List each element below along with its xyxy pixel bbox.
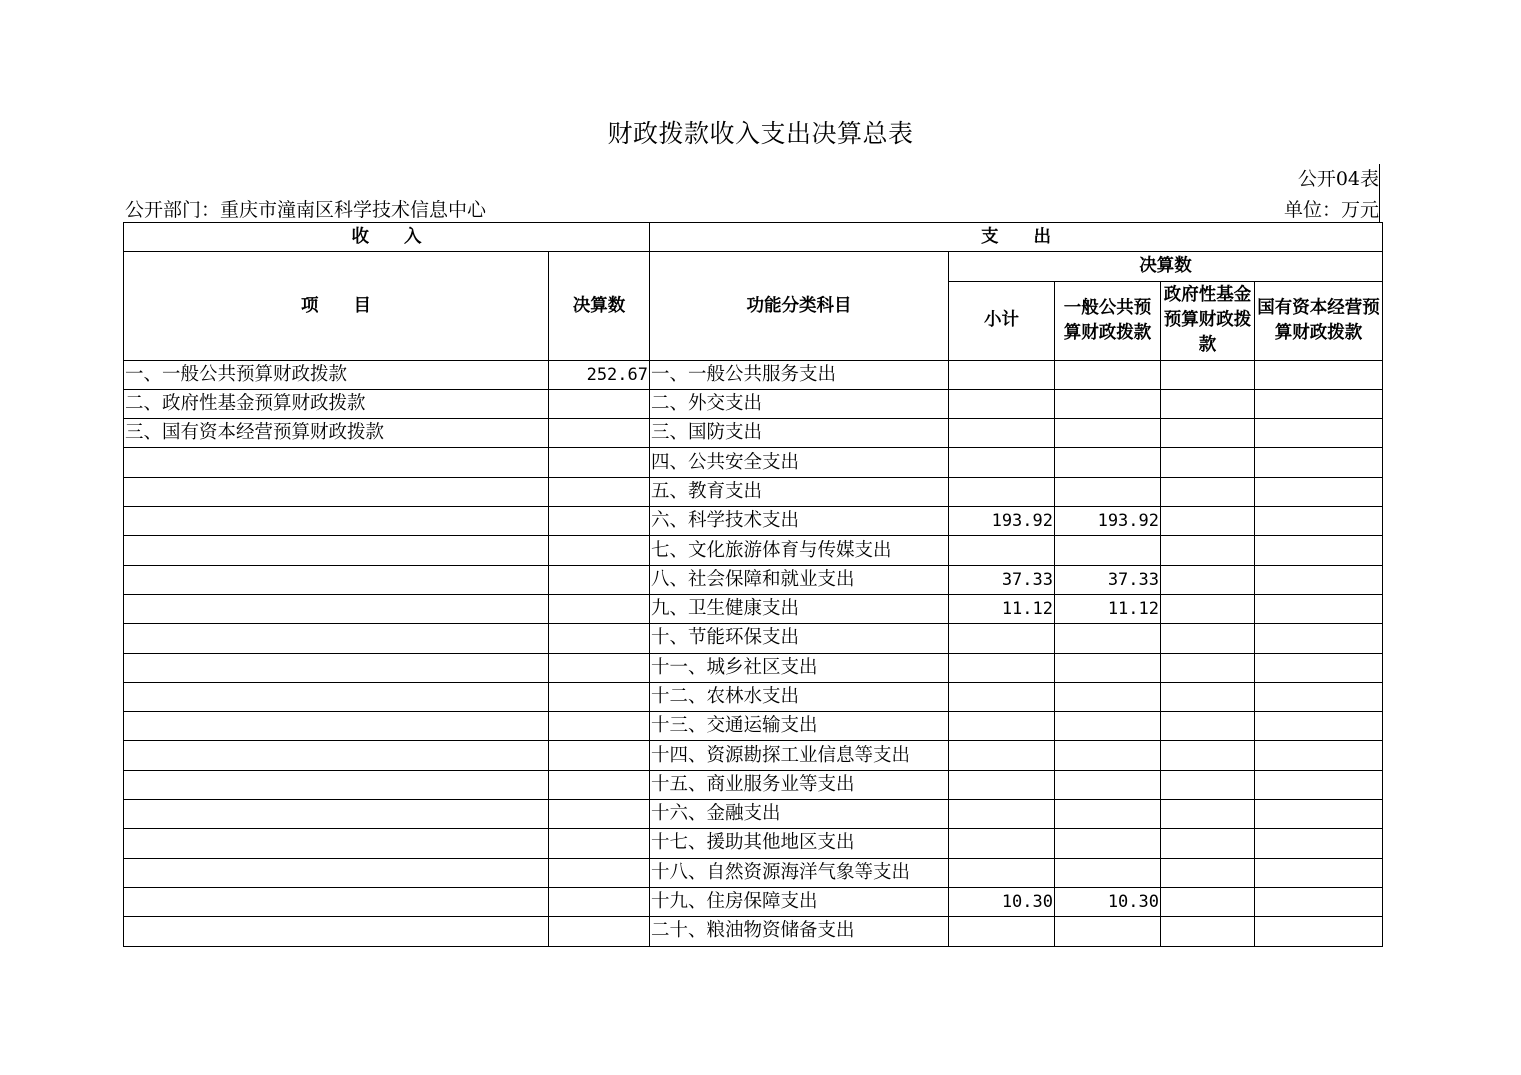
gov-fund-header: 政府性基金预算财政拨款: [1161, 281, 1255, 360]
function-category-cell: 七、文化旅游体育与传媒支出: [650, 536, 949, 565]
form-number-divider: [1379, 164, 1380, 222]
income-amount-cell: [549, 682, 650, 711]
state-capital-cell: [1255, 536, 1383, 565]
income-item-cell: [124, 712, 549, 741]
income-item-cell: [124, 653, 549, 682]
income-item-cell: [124, 829, 549, 858]
general-budget-cell: [1055, 536, 1161, 565]
gov-fund-cell: [1161, 565, 1255, 594]
state-capital-cell: [1255, 389, 1383, 418]
subtotal-cell: [949, 419, 1055, 448]
gov-fund-cell: [1161, 594, 1255, 623]
income-amount-cell: [549, 448, 650, 477]
table-row: [124, 917, 1383, 946]
state-capital-cell: [1255, 360, 1383, 389]
department-label: 公开部门：重庆市潼南区科学技术信息中心: [125, 199, 487, 221]
function-category-cell: 十二、农林水支出: [650, 682, 949, 711]
subtotal-cell: [949, 800, 1055, 829]
general-budget-header: 一般公共预算财政拨款: [1055, 281, 1161, 360]
gov-fund-cell: [1161, 800, 1255, 829]
gov-fund-cell: [1161, 770, 1255, 799]
table-row: [124, 741, 1383, 770]
income-amount-cell: [549, 858, 650, 887]
gov-fund-cell: [1161, 477, 1255, 506]
subtotal-cell: [949, 536, 1055, 565]
general-budget-cell: 10.30: [1055, 887, 1161, 916]
function-category-cell: 一、一般公共服务支出: [650, 360, 949, 389]
general-budget-cell: [1055, 917, 1161, 946]
income-amount-cell: [549, 770, 650, 799]
gov-fund-cell: [1161, 712, 1255, 741]
subtotal-cell: 37.33: [949, 565, 1055, 594]
function-category-cell: 十六、金融支出: [650, 800, 949, 829]
function-category-cell: 三、国防支出: [650, 419, 949, 448]
gov-fund-cell: [1161, 360, 1255, 389]
income-amount-cell: [549, 829, 650, 858]
gov-fund-cell: [1161, 917, 1255, 946]
page-title: 财政拨款收入支出决算总表: [607, 119, 914, 148]
income-amount-cell: [549, 594, 650, 623]
general-budget-cell: [1055, 477, 1161, 506]
general-budget-cell: 11.12: [1055, 594, 1161, 623]
state-capital-cell: [1255, 917, 1383, 946]
income-item-cell: [124, 565, 549, 594]
state-capital-cell: [1255, 565, 1383, 594]
subtotal-cell: [949, 360, 1055, 389]
subtotal-cell: [949, 858, 1055, 887]
item-header: 项 目: [124, 252, 549, 360]
function-category-cell: 十、节能环保支出: [650, 624, 949, 653]
function-category-cell: 六、科学技术支出: [650, 507, 949, 536]
function-category-cell: 二、外交支出: [650, 389, 949, 418]
function-category-cell: 十八、自然资源海洋气象等支出: [650, 858, 949, 887]
income-item-cell: [124, 624, 549, 653]
table-row: [124, 770, 1383, 799]
general-budget-cell: [1055, 712, 1161, 741]
income-amount-header: 决算数: [549, 252, 650, 360]
gov-fund-cell: [1161, 624, 1255, 653]
general-budget-cell: 193.92: [1055, 507, 1161, 536]
subtotal-cell: 10.30: [949, 887, 1055, 916]
state-capital-cell: [1255, 507, 1383, 536]
income-amount-cell: [549, 741, 650, 770]
gov-fund-cell: [1161, 389, 1255, 418]
unit-label: 单位：万元: [1283, 199, 1379, 221]
table-row: [124, 419, 1383, 448]
table-row: [124, 389, 1383, 418]
state-capital-cell: [1255, 829, 1383, 858]
income-amount-cell: [549, 507, 650, 536]
gov-fund-cell: [1161, 536, 1255, 565]
budget-table: [123, 222, 1383, 947]
income-item-cell: [124, 917, 549, 946]
income-amount-cell: [549, 419, 650, 448]
gov-fund-cell: [1161, 829, 1255, 858]
function-category-header: 功能分类科目: [650, 252, 949, 360]
header-row-2: [124, 252, 1383, 281]
subtotal-cell: [949, 712, 1055, 741]
income-header: 收 入: [124, 223, 650, 252]
state-capital-header: 国有资本经营预算财政拨款: [1255, 281, 1383, 360]
gov-fund-cell: [1161, 858, 1255, 887]
function-category-cell: 九、卫生健康支出: [650, 594, 949, 623]
income-amount-cell: [549, 477, 650, 506]
table-row: [124, 858, 1383, 887]
table-row: [124, 507, 1383, 536]
gov-fund-cell: [1161, 887, 1255, 916]
subtotal-header: 小计: [949, 281, 1055, 360]
income-item-cell: [124, 507, 549, 536]
general-budget-cell: [1055, 419, 1161, 448]
income-amount-cell: [549, 653, 650, 682]
table-row: [124, 477, 1383, 506]
income-item-cell: [124, 682, 549, 711]
income-item-cell: 一、一般公共预算财政拨款: [124, 360, 549, 389]
state-capital-cell: [1255, 858, 1383, 887]
income-amount-cell: [549, 624, 650, 653]
general-budget-cell: [1055, 829, 1161, 858]
function-category-cell: 十一、城乡社区支出: [650, 653, 949, 682]
function-category-cell: 十九、住房保障支出: [650, 887, 949, 916]
function-category-cell: 十四、资源勘探工业信息等支出: [650, 741, 949, 770]
subtotal-cell: [949, 389, 1055, 418]
state-capital-cell: [1255, 741, 1383, 770]
subtotal-cell: [949, 448, 1055, 477]
table-row: [124, 624, 1383, 653]
function-category-cell: 五、教育支出: [650, 477, 949, 506]
table-row: [124, 594, 1383, 623]
income-item-cell: [124, 594, 549, 623]
income-item-cell: [124, 448, 549, 477]
income-amount-cell: [549, 917, 650, 946]
general-budget-cell: [1055, 624, 1161, 653]
function-category-cell: 四、公共安全支出: [650, 448, 949, 477]
table-row: [124, 448, 1383, 477]
income-item-cell: [124, 536, 549, 565]
income-item-cell: 三、国有资本经营预算财政拨款: [124, 419, 549, 448]
table-row: [124, 800, 1383, 829]
state-capital-cell: [1255, 624, 1383, 653]
final-amount-header: 决算数: [949, 252, 1383, 281]
income-item-cell: [124, 770, 549, 799]
general-budget-cell: [1055, 858, 1161, 887]
general-budget-cell: [1055, 389, 1161, 418]
subtotal-cell: 11.12: [949, 594, 1055, 623]
subtotal-cell: [949, 829, 1055, 858]
general-budget-cell: 37.33: [1055, 565, 1161, 594]
general-budget-cell: [1055, 360, 1161, 389]
function-category-cell: 十七、援助其他地区支出: [650, 829, 949, 858]
gov-fund-cell: [1161, 741, 1255, 770]
gov-fund-cell: [1161, 448, 1255, 477]
gov-fund-cell: [1161, 653, 1255, 682]
gov-fund-cell: [1161, 419, 1255, 448]
general-budget-cell: [1055, 770, 1161, 799]
function-category-cell: 二十、粮油物资储备支出: [650, 917, 949, 946]
table-row: [124, 829, 1383, 858]
income-item-cell: [124, 858, 549, 887]
income-item-cell: [124, 741, 549, 770]
state-capital-cell: [1255, 653, 1383, 682]
expense-header: 支 出: [650, 223, 1383, 252]
general-budget-cell: [1055, 682, 1161, 711]
gov-fund-cell: [1161, 507, 1255, 536]
income-amount-cell: [549, 800, 650, 829]
income-item-cell: [124, 800, 549, 829]
general-budget-cell: [1055, 653, 1161, 682]
general-budget-cell: [1055, 448, 1161, 477]
subtotal-cell: [949, 917, 1055, 946]
subtotal-cell: [949, 770, 1055, 799]
subtotal-cell: 193.92: [949, 507, 1055, 536]
income-item-cell: [124, 887, 549, 916]
general-budget-cell: [1055, 741, 1161, 770]
table-row: [124, 360, 1383, 389]
table-row: [124, 653, 1383, 682]
income-amount-cell: [549, 536, 650, 565]
function-category-cell: 八、社会保障和就业支出: [650, 565, 949, 594]
gov-fund-cell: [1161, 682, 1255, 711]
table-row: [124, 682, 1383, 711]
table-row: [124, 565, 1383, 594]
state-capital-cell: [1255, 682, 1383, 711]
general-budget-cell: [1055, 800, 1161, 829]
income-amount-cell: [549, 389, 650, 418]
table-row: [124, 887, 1383, 916]
income-item-cell: [124, 477, 549, 506]
subtotal-cell: [949, 624, 1055, 653]
income-amount-cell: [549, 887, 650, 916]
state-capital-cell: [1255, 594, 1383, 623]
income-amount-cell: [549, 712, 650, 741]
state-capital-cell: [1255, 770, 1383, 799]
income-amount-cell: [549, 565, 650, 594]
subtotal-cell: [949, 682, 1055, 711]
table-row: [124, 536, 1383, 565]
function-category-cell: 十五、商业服务业等支出: [650, 770, 949, 799]
state-capital-cell: [1255, 887, 1383, 916]
subtotal-cell: [949, 477, 1055, 506]
state-capital-cell: [1255, 712, 1383, 741]
function-category-cell: 十三、交通运输支出: [650, 712, 949, 741]
state-capital-cell: [1255, 477, 1383, 506]
subtotal-cell: [949, 741, 1055, 770]
state-capital-cell: [1255, 419, 1383, 448]
state-capital-cell: [1255, 448, 1383, 477]
income-item-cell: 二、政府性基金预算财政拨款: [124, 389, 549, 418]
subtotal-cell: [949, 653, 1055, 682]
state-capital-cell: [1255, 800, 1383, 829]
header-row-1: [124, 223, 1383, 252]
table-row: [124, 712, 1383, 741]
form-number: 公开04表: [1297, 168, 1379, 190]
income-amount-cell: 252.67: [549, 360, 650, 389]
